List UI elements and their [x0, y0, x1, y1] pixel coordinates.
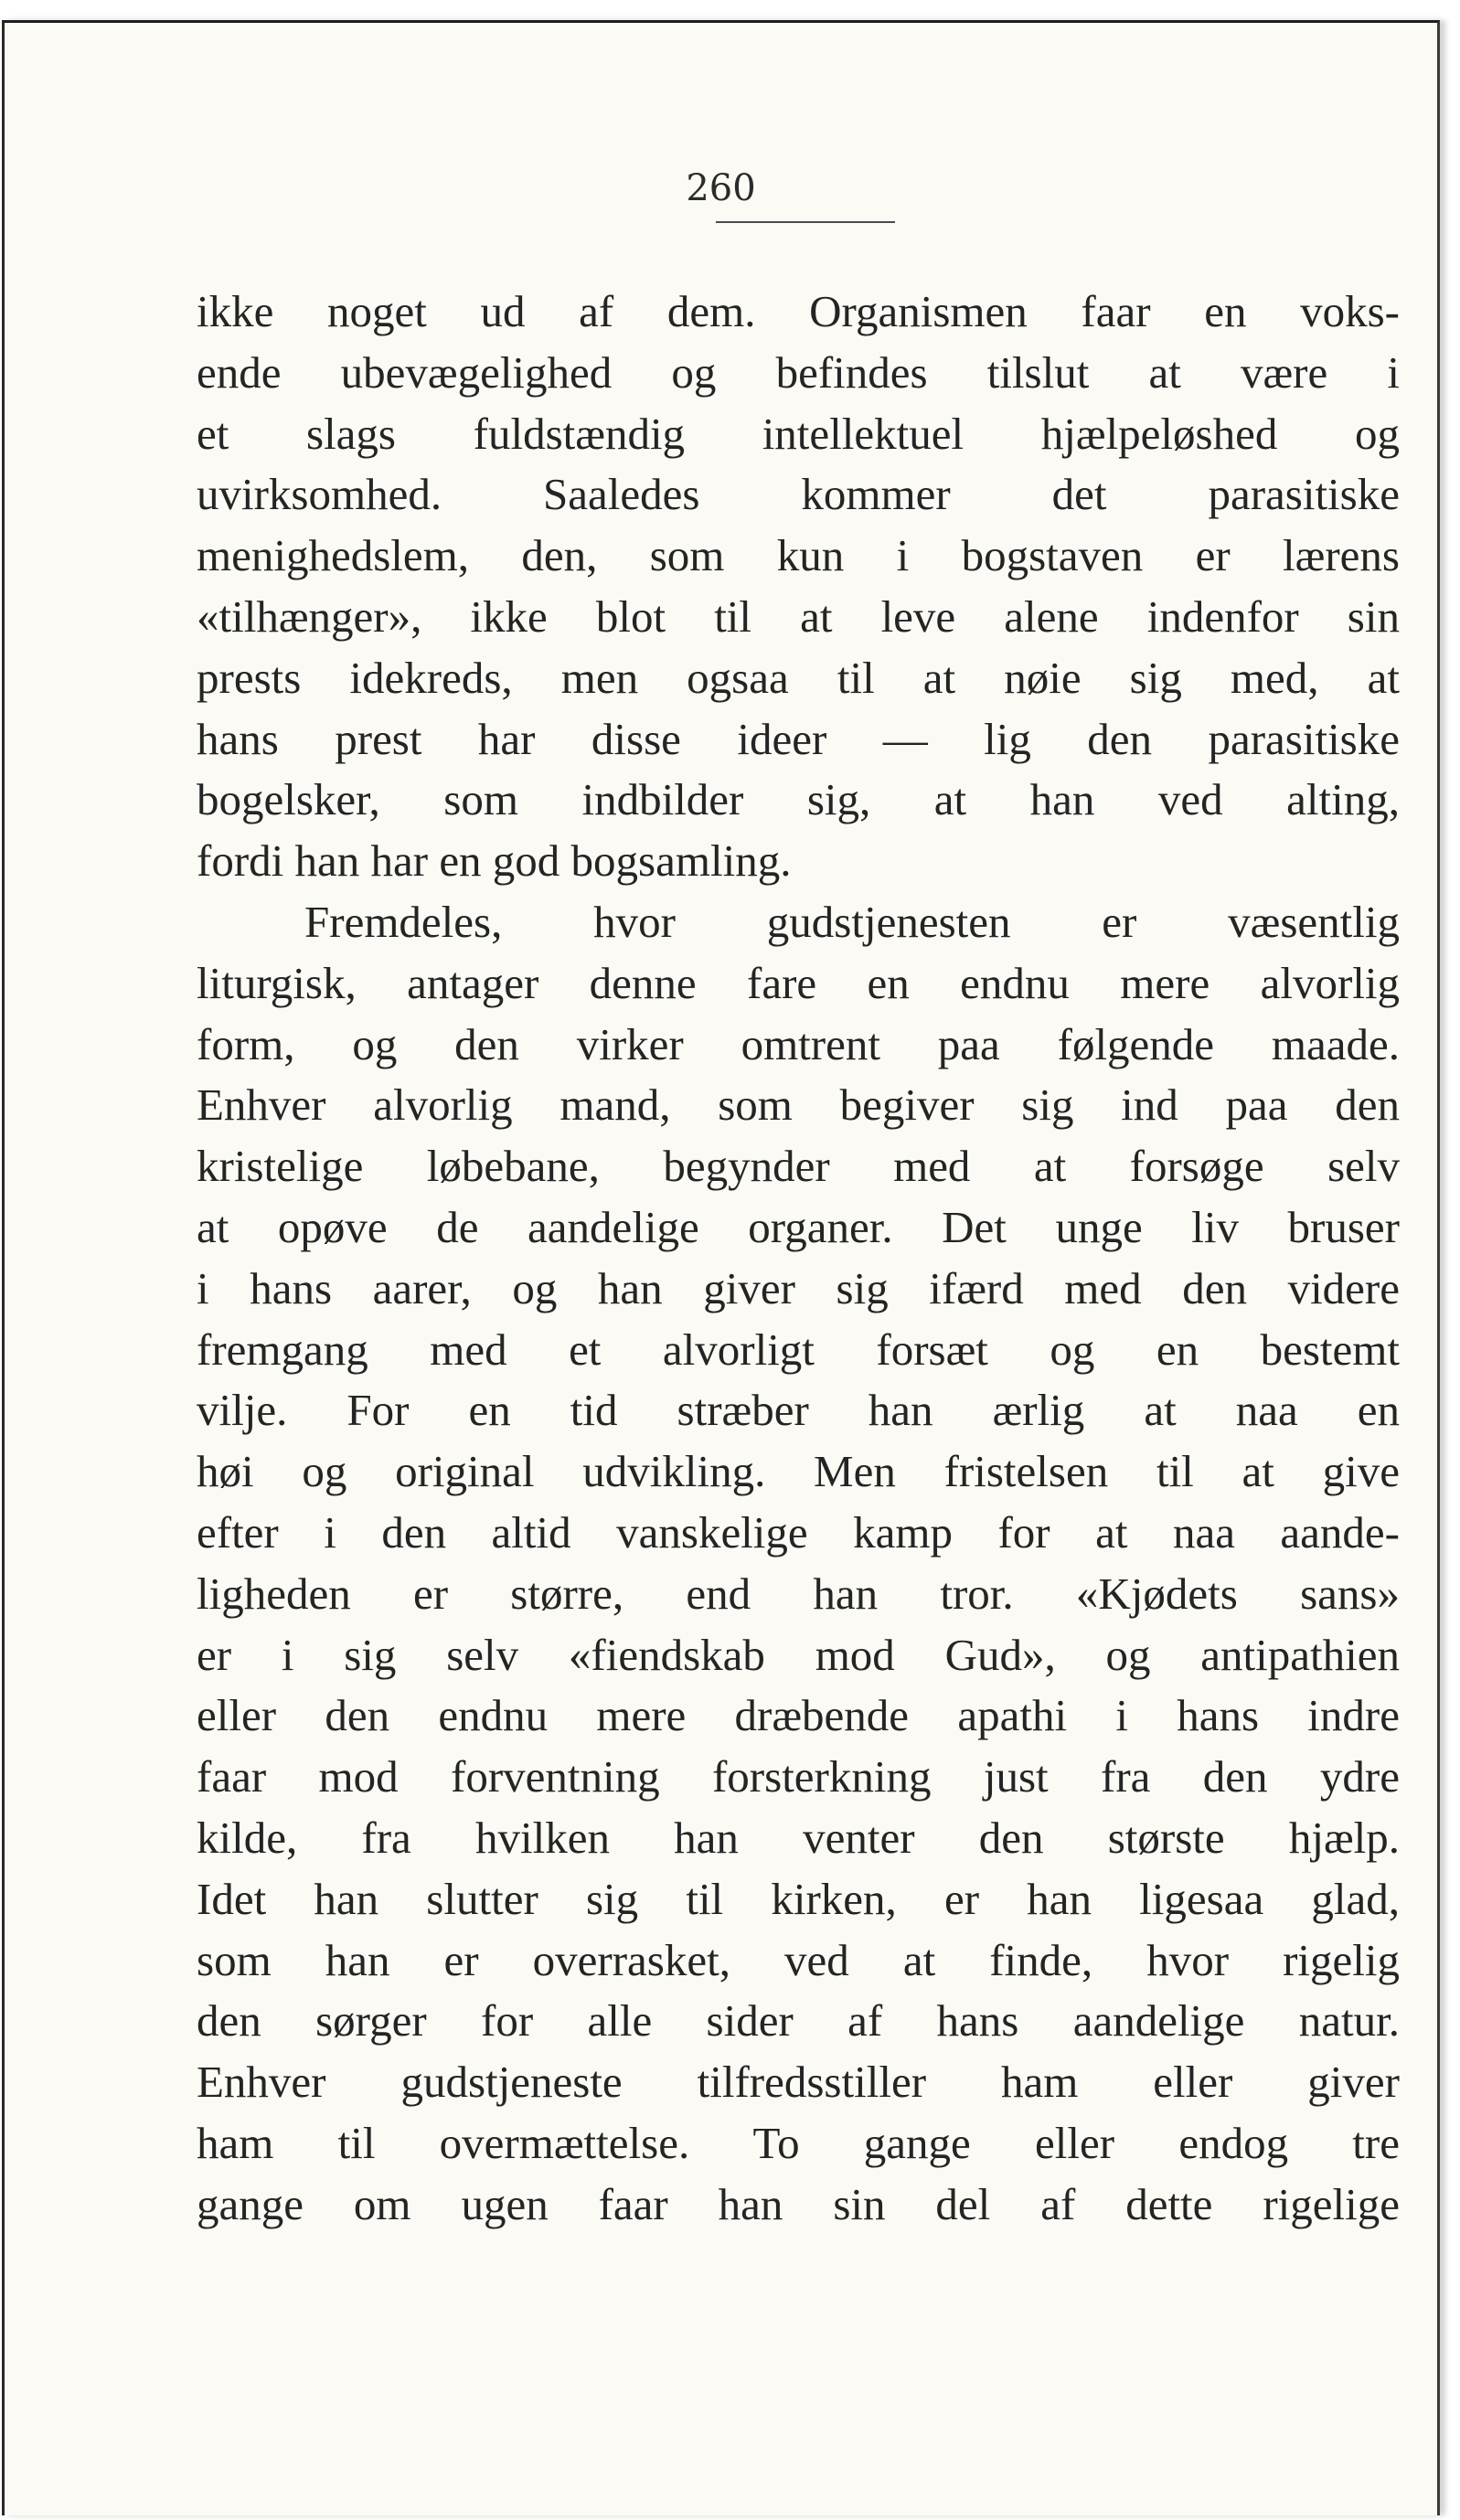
text-line: faar mod forventning forsterkning just fra den ydre	[197, 1751, 1400, 1802]
text-line: Enhver gudstjeneste tilfredsstiller ham eller giver	[197, 2057, 1400, 2108]
text-line: ende ubevægelighed og befindes tilslut at være i	[197, 346, 1400, 398]
text-line: høi og original udvikling. Men fristelsen til at give	[197, 1446, 1400, 1497]
text-line: eller den endnu mere dræbende apathi i hans indre	[197, 1690, 1400, 1741]
text-line: hans prest har disse ideer — lig den parasitiske	[197, 713, 1400, 764]
text-line: fordi han har en god bogsamling.	[197, 835, 792, 887]
text-line: den sørger for alle sider af hans aandelige natur.	[197, 1995, 1400, 2047]
page-number-rule	[716, 221, 895, 223]
text-line: ham til overmættelse. To gange eller endog tre	[197, 2117, 1400, 2168]
page-number: 260	[686, 167, 756, 209]
text-line: at opøve de aandelige organer. Det unge liv bruser	[197, 1201, 1400, 1252]
text-line: gange om ugen faar han sin del af dette rigelige	[197, 2178, 1400, 2229]
text-line: Fremdeles, hvor gudstjenesten er væsentlig	[304, 896, 1400, 947]
text-line: som han er overrasket, ved at finde, hvor rigelig	[197, 1934, 1400, 1985]
text-line: ligheden er større, end han tror. «Kjødets sans»	[197, 1568, 1400, 1619]
text-line: liturgisk, antager denne fare en endnu mere alvorlig	[197, 957, 1400, 1008]
book-page	[2, 20, 1440, 2515]
text-line: efter i den altid vanskelige kamp for at naa aande-	[197, 1506, 1400, 1558]
text-line: vilje. For en tid stræber han ærlig at naa en	[197, 1385, 1400, 1436]
text-line: Idet han slutter sig til kirken, er han ligesaa glad,	[197, 1873, 1400, 1924]
text-line: i hans aarer, og han giver sig ifærd med den videre	[197, 1262, 1400, 1313]
text-line: prests idekreds, men ogsaa til at nøie sig med, at	[197, 652, 1400, 703]
text-line: kilde, fra hvilken han venter den største hjælp.	[197, 1812, 1400, 1863]
text-line: «tilhænger», ikke blot til at leve alene indenfor sin	[197, 590, 1400, 642]
text-line: uvirksomhed. Saaledes kommer det parasitiske	[197, 469, 1400, 520]
text-line: er i sig selv «fiendskab mod Gud», og antipathien	[197, 1629, 1400, 1680]
text-line: bogelsker, som indbilder sig, at han ved alting,	[197, 774, 1400, 825]
text-line: ikke noget ud af dem. Organismen faar en voks-	[197, 286, 1400, 336]
text-line: form, og den virker omtrent paa følgende maade.	[197, 1018, 1400, 1069]
text-line: et slags fuldstændig intellektuel hjælpeløshed og	[197, 408, 1400, 459]
body-text	[197, 282, 1400, 2236]
text-line: fremgang med et alvorligt forsæt og en bestemt	[197, 1324, 1400, 1375]
text-line: menighedslem, den, som kun i bogstaven er lærens	[197, 530, 1400, 581]
text-line: Enhver alvorlig mand, som begiver sig ind paa den	[197, 1079, 1400, 1131]
text-line: kristelige løbebane, begynder med at forsøge selv	[197, 1141, 1400, 1192]
